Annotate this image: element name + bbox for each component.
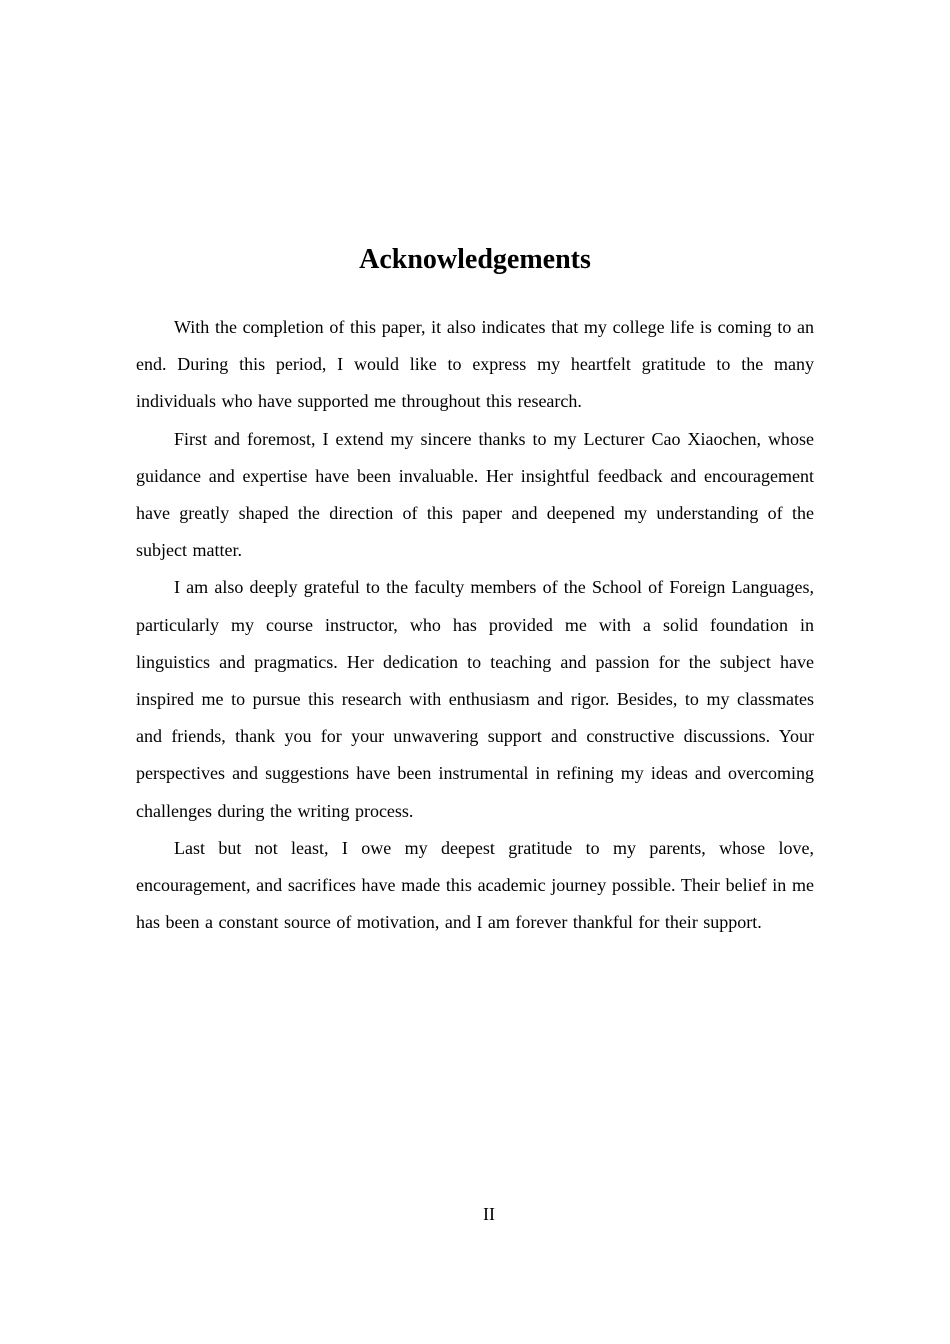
paragraph-parents: Last but not least, I owe my deepest gratitude to my parents, whose love, encouragement, and sacrifices have made this academic journey possible. Their belief in me has been a constant source of motivation, and I am forever thankful for their support. — [136, 837, 814, 933]
paragraph-completion: With the completion of this paper, it also indicates that my college life is coming to an end. During this period, I would like to express my heartfelt gratitude to the many individuals who have supported me throughout this research. — [136, 317, 814, 412]
paragraph-faculty: I am also deeply grateful to the faculty members of the School of Foreign Languages, particularly my course instructor, who has provided me with a solid foundation in linguistics and pragmatics. Her dedication to teaching and passion for the subject have inspired me to pursue this research with enthusiasm and rigor. Besides, to my classmates and friends, thank you for your unwavering support and constructive discussions. Your perspectives and suggestions have been instrumental in refining my ideas and overcoming challenges during the writing process. — [136, 577, 814, 821]
page-number: II — [483, 1204, 495, 1224]
acknowledgements-body — [136, 309, 814, 941]
paragraph-lecturer: First and foremost, I extend my sincere thanks to my Lecturer Cao Xiaochen, whose guidance and expertise have been invaluable. Her insightful feedback and encouragement have greatly shaped the direction of this paper and deepened my understanding of the subject matter. — [136, 428, 814, 561]
page-title: Acknowledgements — [359, 244, 591, 275]
